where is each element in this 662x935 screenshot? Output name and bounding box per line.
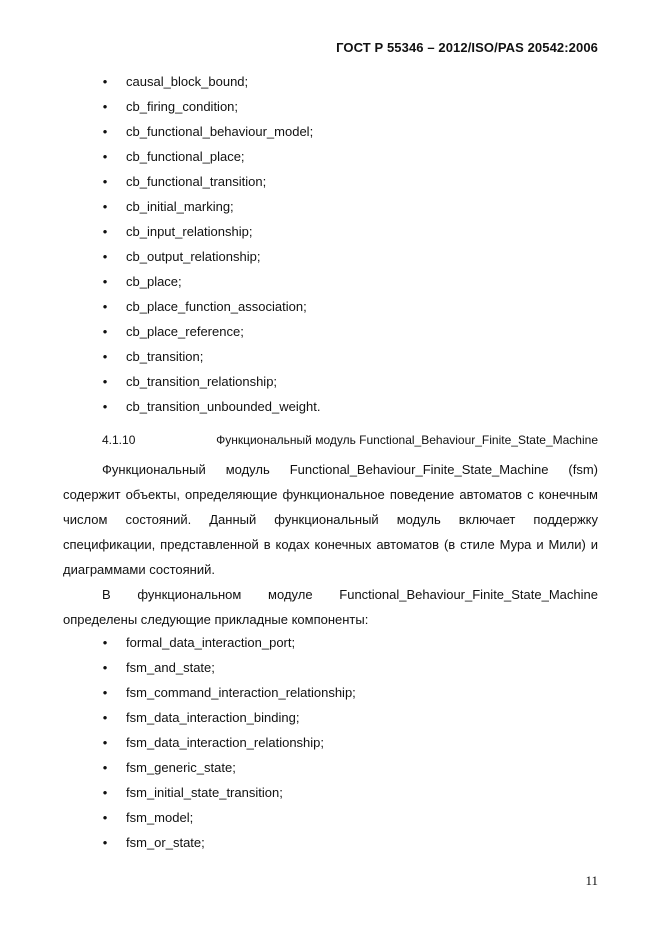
- bullet-icon: •: [102, 224, 108, 239]
- list-item-text: cb_initial_marking;: [126, 199, 234, 214]
- list-item-text: fsm_generic_state;: [126, 760, 236, 775]
- bullet-icon: •: [102, 99, 108, 114]
- list-item: [0, 69, 662, 94]
- list-item: [0, 630, 662, 655]
- page-number: 11: [585, 873, 598, 888]
- list-item-text: cb_transition;: [126, 349, 204, 364]
- bullet-icon: •: [102, 399, 108, 414]
- bullet-icon: •: [102, 635, 108, 650]
- list-item: [0, 755, 662, 780]
- list-item: [0, 369, 662, 394]
- bullet-icon: •: [102, 324, 108, 339]
- list-item: [0, 655, 662, 680]
- list-item: [0, 705, 662, 730]
- list-item-text: cb_functional_place;: [126, 149, 245, 164]
- list-item: [0, 319, 662, 344]
- section-title: Функциональный модуль Functional_Behaviour_Finite_State_Machine: [216, 433, 598, 447]
- list-item-text: fsm_initial_state_transition;: [126, 785, 283, 800]
- bullet-icon: •: [102, 299, 108, 314]
- list-item: [0, 269, 662, 294]
- standard-header: ГОСТ Р 55346 – 2012/ISO/PAS 20542:2006: [336, 40, 598, 55]
- list-item-text: cb_place_reference;: [126, 324, 244, 339]
- bullet-icon: •: [102, 124, 108, 139]
- list-item-text: fsm_model;: [126, 810, 194, 825]
- list-item-text: fsm_and_state;: [126, 660, 215, 675]
- bullet-icon: •: [102, 199, 108, 214]
- bullet-icon: •: [102, 74, 108, 89]
- bullet-icon: •: [102, 174, 108, 189]
- list-item-text: cb_input_relationship;: [126, 224, 253, 239]
- list-item-text: cb_output_relationship;: [126, 249, 261, 264]
- component-list-fsm: [0, 630, 662, 855]
- list-item: [0, 244, 662, 269]
- paragraph-components-intro: В функциональном модуле Functional_Behaviour_Finite_State_Machine определены следующие прикладные компоненты:: [63, 587, 598, 627]
- list-item-text: cb_place;: [126, 274, 182, 289]
- bullet-icon: •: [102, 349, 108, 364]
- bullet-icon: •: [102, 835, 108, 850]
- paragraph-description: Функциональный модуль Functional_Behaviour_Finite_State_Machine (fsm) содержит объекты, определяющие функциональное поведение автоматов с конечным числом состояний. Данный функциональный модуль включает поддержку спецификации, представленной в кодах конечных автоматов (в стиле Мура и Мили) и диаграммами состояний.: [63, 462, 598, 577]
- list-item-text: causal_block_bound;: [126, 74, 249, 89]
- list-item: [0, 805, 662, 830]
- section-heading: [102, 433, 598, 453]
- list-item: [0, 294, 662, 319]
- list-item-text: cb_transition_unbounded_weight.: [126, 399, 321, 414]
- list-item: [0, 394, 662, 419]
- bullet-icon: •: [102, 735, 108, 750]
- list-item: [0, 344, 662, 369]
- list-item: [0, 780, 662, 805]
- list-item-text: fsm_or_state;: [126, 835, 205, 850]
- list-item-text: cb_functional_behaviour_model;: [126, 124, 314, 139]
- component-list-causal-block: [0, 69, 662, 419]
- list-item: [0, 194, 662, 219]
- bullet-icon: •: [102, 149, 108, 164]
- list-item-text: formal_data_interaction_port;: [126, 635, 296, 650]
- bullet-icon: •: [102, 249, 108, 264]
- bullet-icon: •: [102, 785, 108, 800]
- list-item: [0, 730, 662, 755]
- list-item: [0, 169, 662, 194]
- list-item-text: fsm_data_interaction_binding;: [126, 710, 300, 725]
- list-item-text: cb_firing_condition;: [126, 99, 239, 114]
- list-item-text: fsm_command_interaction_relationship;: [126, 685, 356, 700]
- list-item: [0, 830, 662, 855]
- bullet-icon: •: [102, 685, 108, 700]
- list-item: [0, 144, 662, 169]
- list-item: [0, 94, 662, 119]
- bullet-icon: •: [102, 710, 108, 725]
- list-item: [0, 680, 662, 705]
- bullet-icon: •: [102, 660, 108, 675]
- section-number: 4.1.10: [102, 433, 136, 447]
- list-item-text: cb_transition_relationship;: [126, 374, 278, 389]
- list-item-text: cb_place_function_association;: [126, 299, 307, 314]
- bullet-icon: •: [102, 760, 108, 775]
- list-item-text: fsm_data_interaction_relationship;: [126, 735, 325, 750]
- list-item: [0, 219, 662, 244]
- list-item-text: cb_functional_transition;: [126, 174, 267, 189]
- bullet-icon: •: [102, 810, 108, 825]
- bullet-icon: •: [102, 374, 108, 389]
- list-item: [0, 119, 662, 144]
- bullet-icon: •: [102, 274, 108, 289]
